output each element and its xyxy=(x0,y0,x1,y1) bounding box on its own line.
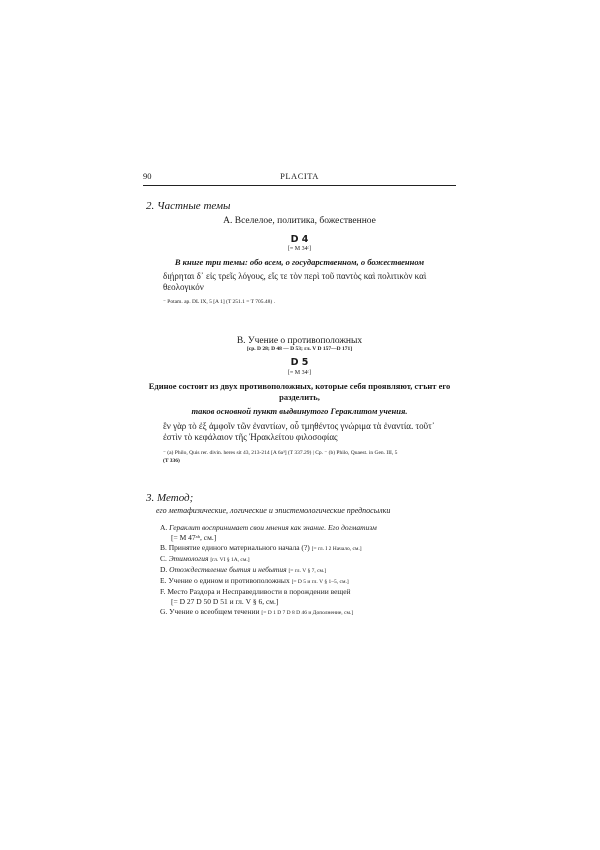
source-line: ⁻ Potam. ap. DL IX, 5 [A 1] (T 251.1 = T 705.48) . xyxy=(163,299,275,305)
greek-line: ἐστὶν τὸ κεφάλαιον τῆς Ἡρακλείτου φιλοσοφίας xyxy=(163,432,338,442)
greek-line: διῄρηται δ᾽ εἰς τρεῖς λόγους, εἴς τε τὸν περὶ τοῦ παντὸς καὶ πολιτικὸν καὶ xyxy=(163,271,427,281)
list-item xyxy=(160,607,460,618)
page-number: 90 xyxy=(143,171,152,181)
fragment-d4-greek xyxy=(163,271,463,293)
fragment-d4-source xyxy=(163,298,463,306)
item-letter: F. xyxy=(160,587,166,596)
fragment-d4-heading: В книге три темы: обо всем, о государственном, о божественном xyxy=(174,257,425,267)
heading-line: разделить, xyxy=(279,392,320,402)
section-3-subtitle: его метафизические, логические и эпистемологические предпосылки xyxy=(156,506,391,515)
list-item xyxy=(160,565,460,576)
header-rule xyxy=(143,185,456,186)
item-ref: [= D 1 D 7 D 8 D 46 и Дополнение, см.] xyxy=(261,610,354,616)
fragment-d5-label: D 5 xyxy=(290,357,309,368)
list-item xyxy=(160,587,460,597)
list-item xyxy=(160,554,460,565)
fragment-d4-ref: [= M 34ᶜ] xyxy=(287,246,312,252)
item-ref: [= гл. I 2 Начало, см.] xyxy=(311,546,362,552)
item-text: Гераклит воспринимает свои мнения как знание. Его догматизм xyxy=(169,523,377,532)
item-ref: [гл. VI § 1A, см.] xyxy=(210,557,250,563)
item-ref: [= гл. V § 7, см.] xyxy=(288,568,327,574)
fragment-d5-source xyxy=(163,449,463,465)
source-line: ⁻ (a) Philo, Quis rer. divin. heres sit 43, 213-214 [A 6a³] (T 337.29) | Cp. ⁻ (b) Philo, Quaest. in Gen. III, 5 xyxy=(163,450,398,456)
item-text: Учение о едином и противоположных xyxy=(168,576,290,585)
item-text: Этимология xyxy=(168,554,209,563)
list-item xyxy=(160,576,460,587)
fragment-d5-heading xyxy=(143,381,456,403)
section-2-title: 2. Частные темы xyxy=(146,200,231,212)
item-ref: [= D 5 и гл. V § 1–5, см.] xyxy=(291,579,349,585)
fragment-d5-ref: [= M 34ᶜ] xyxy=(287,370,312,376)
list-item xyxy=(160,543,460,554)
heading-line: Единое состоит из двух противоположных, которые себя проявляют, стънт его xyxy=(148,381,451,391)
item-text: Учение о всеобщем течении xyxy=(169,607,260,616)
list-item xyxy=(160,523,460,533)
source-line: (T 336) xyxy=(163,458,180,464)
section-3-title: 3. Метод; xyxy=(146,492,194,504)
running-header xyxy=(143,171,456,185)
greek-line: ἓν γὰρ τὸ ἐξ ἀμφοῖν τῶν ἐναντίων, οὗ τμηθέντος γνώριμα τὰ ἐναντία. τοῦτ᾽ xyxy=(163,421,435,431)
item-letter: A. xyxy=(160,523,168,532)
list-item-ref: [= M 47ᵃᵇ, см.] xyxy=(171,533,217,542)
subsection-b-heading: B. Учение о противоположных xyxy=(236,336,363,346)
fragment-d5-heading-italic: таков основной пункт выдвинутого Гераклитом учения. xyxy=(191,406,408,416)
item-letter: E. xyxy=(160,576,167,585)
fragment-d5-greek xyxy=(163,421,463,443)
subsection-b-ref: [cp. D 28; D 48 — D 53; гл. V D 157—D 171] xyxy=(246,346,353,352)
item-text: Отождествление бытия и небытия xyxy=(169,565,287,574)
subsection-a-heading: A. Вселелое, политика, божественное xyxy=(223,216,376,226)
fragment-d4-label: D 4 xyxy=(290,234,309,245)
item-text: Место Раздора и Несправедливости в порождении вещей xyxy=(167,587,351,596)
item-letter: G. xyxy=(160,607,168,616)
item-letter: B. xyxy=(160,543,167,552)
greek-line: θεολογικόν xyxy=(163,282,204,292)
item-letter: C. xyxy=(160,554,167,563)
item-text: Принятие единого материального начала (?) xyxy=(168,543,310,552)
list-item-ref: [= D 27 D 50 D 51 и гл. V § 6, см.] xyxy=(171,597,279,606)
method-list xyxy=(160,523,460,618)
running-title: PLACITA xyxy=(280,171,319,181)
item-letter: D. xyxy=(160,565,168,574)
